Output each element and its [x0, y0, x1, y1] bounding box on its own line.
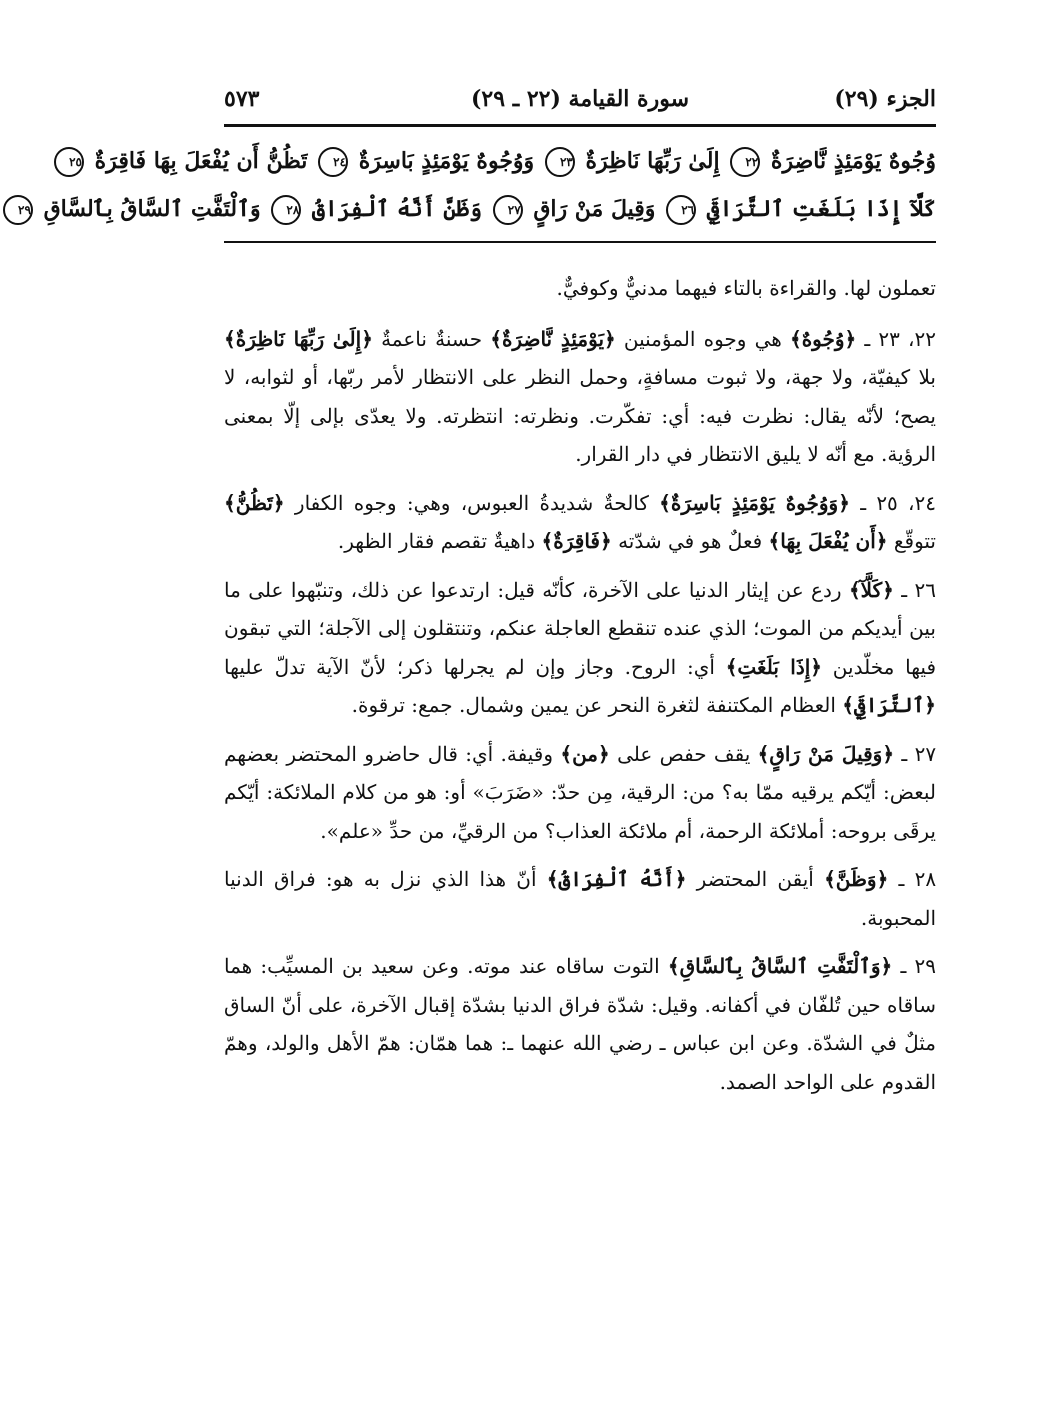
paragraph-text: أيقن المحتضر — [696, 867, 814, 891]
commentary-paragraph-26 — [224, 571, 936, 725]
commentary-paragraph-29 — [224, 947, 936, 1101]
paragraph-text: بلا كيفيّة، ولا جهة، ولا ثبوت مسافةٍ، وحمل النظر على الانتظار لأمر ربّها، أو لثوابه، لا يصح؛ لأنّه يقال: نظرت فيه: أي: تفكّرت. ونظرته: انتظرته. ولا يعدّى بإلى إلّا بمعنى الرؤية. مع أنّه لا يليق الانتظار في دار القرار. — [224, 365, 936, 466]
paragraph-text: أنّ هذا الذي نزل به هو: فراق الدنيا المحبوبة. — [224, 867, 936, 930]
verse-23-text: إِلَىٰ رَبِّهَا نَاظِرَةٌ — [585, 148, 720, 174]
ayah-number-marker: ٢٢ — [730, 147, 760, 177]
verse-25-text: تَظُنُّ أَن يُفْعَلَ بِهَا فَاقِرَةٌ — [94, 148, 308, 174]
quran-line-2 — [18, 185, 936, 233]
commentary-paragraph-22-23 — [224, 320, 936, 474]
surah-title: سورة القيامة (٢٢ ـ ٢٩) — [470, 86, 690, 112]
quran-quote: ﴿يَوْمَئِذٍ نَّاضِرَةٌ﴾ — [490, 326, 616, 351]
ayah-number-marker: ٢٣ — [545, 147, 575, 177]
quran-quote: ﴿إِلَىٰ رَبِّهَا نَاظِرَةٌ﴾ — [224, 326, 373, 351]
paragraph-text: ردع عن إيثار الدنيا على الآخرة، كأنّه قيل: ارتدعوا عن ذلك، وتنبّهوا على ما بين أيديكم من الموت؛ الذي عنده تنقطع العاجلة عنكم، وتنتقلون إلى الآجلة؛ التي تبقون فيها مخلّدين — [224, 577, 937, 679]
running-header — [224, 80, 936, 120]
quran-quote: ﴿إِذَا بَلَغَتِ﴾ — [725, 654, 823, 679]
quran-verses — [18, 137, 936, 233]
page-number: ٥٧٣ — [224, 86, 260, 112]
book-page — [18, 80, 937, 1111]
ayah-number-marker: ٢٩ — [3, 195, 33, 225]
quran-quote: ﴿من﴾ — [560, 741, 610, 766]
commentary-paragraph-27 — [224, 735, 936, 851]
ayah-number-marker: ٢٤ — [318, 147, 348, 177]
quran-quote: ﴿وَقِيلَ مَنْ رَاقٍ﴾ — [757, 741, 895, 766]
quran-quote: ﴿أَن يُفْعَلَ بِهَا﴾ — [768, 529, 888, 553]
ayah-number-marker: ٢٦ — [666, 195, 696, 225]
commentary-paragraph-28 — [224, 860, 936, 937]
paragraph-text: داهيةٌ تقصم فقار الظهر. — [337, 529, 536, 553]
paragraph-text: وقيفة. أي: قال حاضرو المحتضر بعضهم لبعض: أيّكم يرقيه ممّا به؟ من: الرقية، مِن حدّ: «ضَرَبَ» أو: هو من كلام الملائكة: أيّكم يرقَى بروحه: أملائكة الرحمة، أم ملائكة العذاب؟ من الرقيِّ، من حدِّ «علم». — [224, 741, 936, 843]
quran-quote: ﴿وُجُوهٌ﴾ — [789, 326, 857, 351]
verse-number-lead: ٢٢، ٢٣ ـ — [864, 326, 937, 351]
paragraph-text: يقف حفص على — [617, 741, 751, 766]
commentary-paragraph-continuation — [224, 269, 936, 308]
paragraph-text: تعملون لها. والقراءة بالتاء فيهما مدنيٌّ وكوفيٌّ. — [556, 276, 936, 300]
paragraph-text: أي: الروح. وجاز وإن لم يجرلها ذكر؛ لأنّ الآية تدلّ عليها — [224, 654, 715, 679]
ayah-number-marker: ٢٥ — [54, 147, 84, 177]
tafsir-commentary — [224, 269, 936, 1101]
quran-line-1 — [69, 137, 936, 185]
paragraph-text: تتوقّع — [893, 529, 936, 553]
verse-24-text: وَوُجُوهٌ يَوْمَئِذٍ بَاسِرَةٌ — [358, 148, 535, 174]
verse-22-text: وُجُوهٌ يَوْمَئِذٍ نَّاضِرَةٌ — [770, 148, 936, 174]
quran-quote: ﴿فَاقِرَةٌ﴾ — [541, 529, 612, 553]
paragraph-text: التوت ساقاه عند موته. وعن سعيد بن المسيِّب: هما ساقاه حين تُلفّان في أكفانه. وقيل: شدّة فراق الدنيا بشدّة إقبال الآخرة، على أنّ الساق مثلٌ في الشدّة. وعن ابن عباس ـ رضي الله عنهما ـ: هما همّان: همّ الأهل والولد، وهمّ القدوم على الواحد الصمد. — [224, 954, 936, 1094]
paragraph-text: فعلٌ هو في شدّته — [618, 529, 763, 553]
ayah-number-marker: ٢٧ — [493, 195, 523, 225]
quran-quote: ﴿وَٱلْتَفَّتِ ٱلسَّاقُ بِٱلسَّاقِ﴾ — [667, 954, 893, 978]
quran-quote: ﴿أَنَّهُ ٱلْفِرَاقُ﴾ — [546, 867, 687, 891]
header-rule — [224, 124, 936, 127]
verse-number-lead: ٢٦ ـ — [901, 577, 937, 602]
juz-label: الجزء (٢٩) — [834, 86, 936, 112]
verse-26-text: كَلَّآ إِذَا بَلَغَتِ ٱلتَّرَاقِيَ — [706, 196, 936, 222]
verse-28-text: وَظَنَّ أَنَّهُ ٱلْفِرَاقُ — [311, 196, 482, 222]
paragraph-text: حسنةٌ ناعمةٌ — [381, 326, 483, 351]
verse-number-lead: ٢٨ ـ — [898, 867, 937, 891]
verses-rule — [224, 241, 936, 243]
quran-quote: ﴿ٱلتَّرَاقِيَ﴾ — [842, 693, 936, 717]
paragraph-text: هي وجوه المؤمنين — [623, 326, 782, 351]
verse-27-text: وَقِيلَ مَنْ رَاقٍ — [533, 196, 656, 222]
quran-quote: ﴿تَظُنُّ﴾ — [224, 490, 285, 515]
verse-number-lead: ٢٧ ـ — [901, 741, 937, 766]
quran-quote: ﴿وَظَنَّ﴾ — [824, 867, 889, 891]
paragraph-text: كالحةٌ شديدةُ العبوس، وهي: وجوه الكفار — [294, 490, 649, 515]
commentary-paragraph-24-25 — [224, 484, 936, 561]
verse-number-lead: ٢٤، ٢٥ ـ — [860, 490, 936, 515]
ayah-number-marker: ٢٨ — [271, 195, 301, 225]
paragraph-text: العظام المكتنفة لثغرة النحر عن يمين وشمال. جمع: ترقوة. — [351, 693, 836, 717]
quran-quote: ﴿وَوُجُوهٌ يَوْمَئِذٍ بَاسِرَةٌ﴾ — [659, 490, 850, 515]
verse-29-text: وَٱلْتَفَّتِ ٱلسَّاقُ بِٱلسَّاقِ — [43, 196, 261, 222]
quran-quote: ﴿كَلَّآ﴾ — [848, 577, 894, 602]
verse-number-lead: ٢٩ ـ — [900, 954, 936, 978]
